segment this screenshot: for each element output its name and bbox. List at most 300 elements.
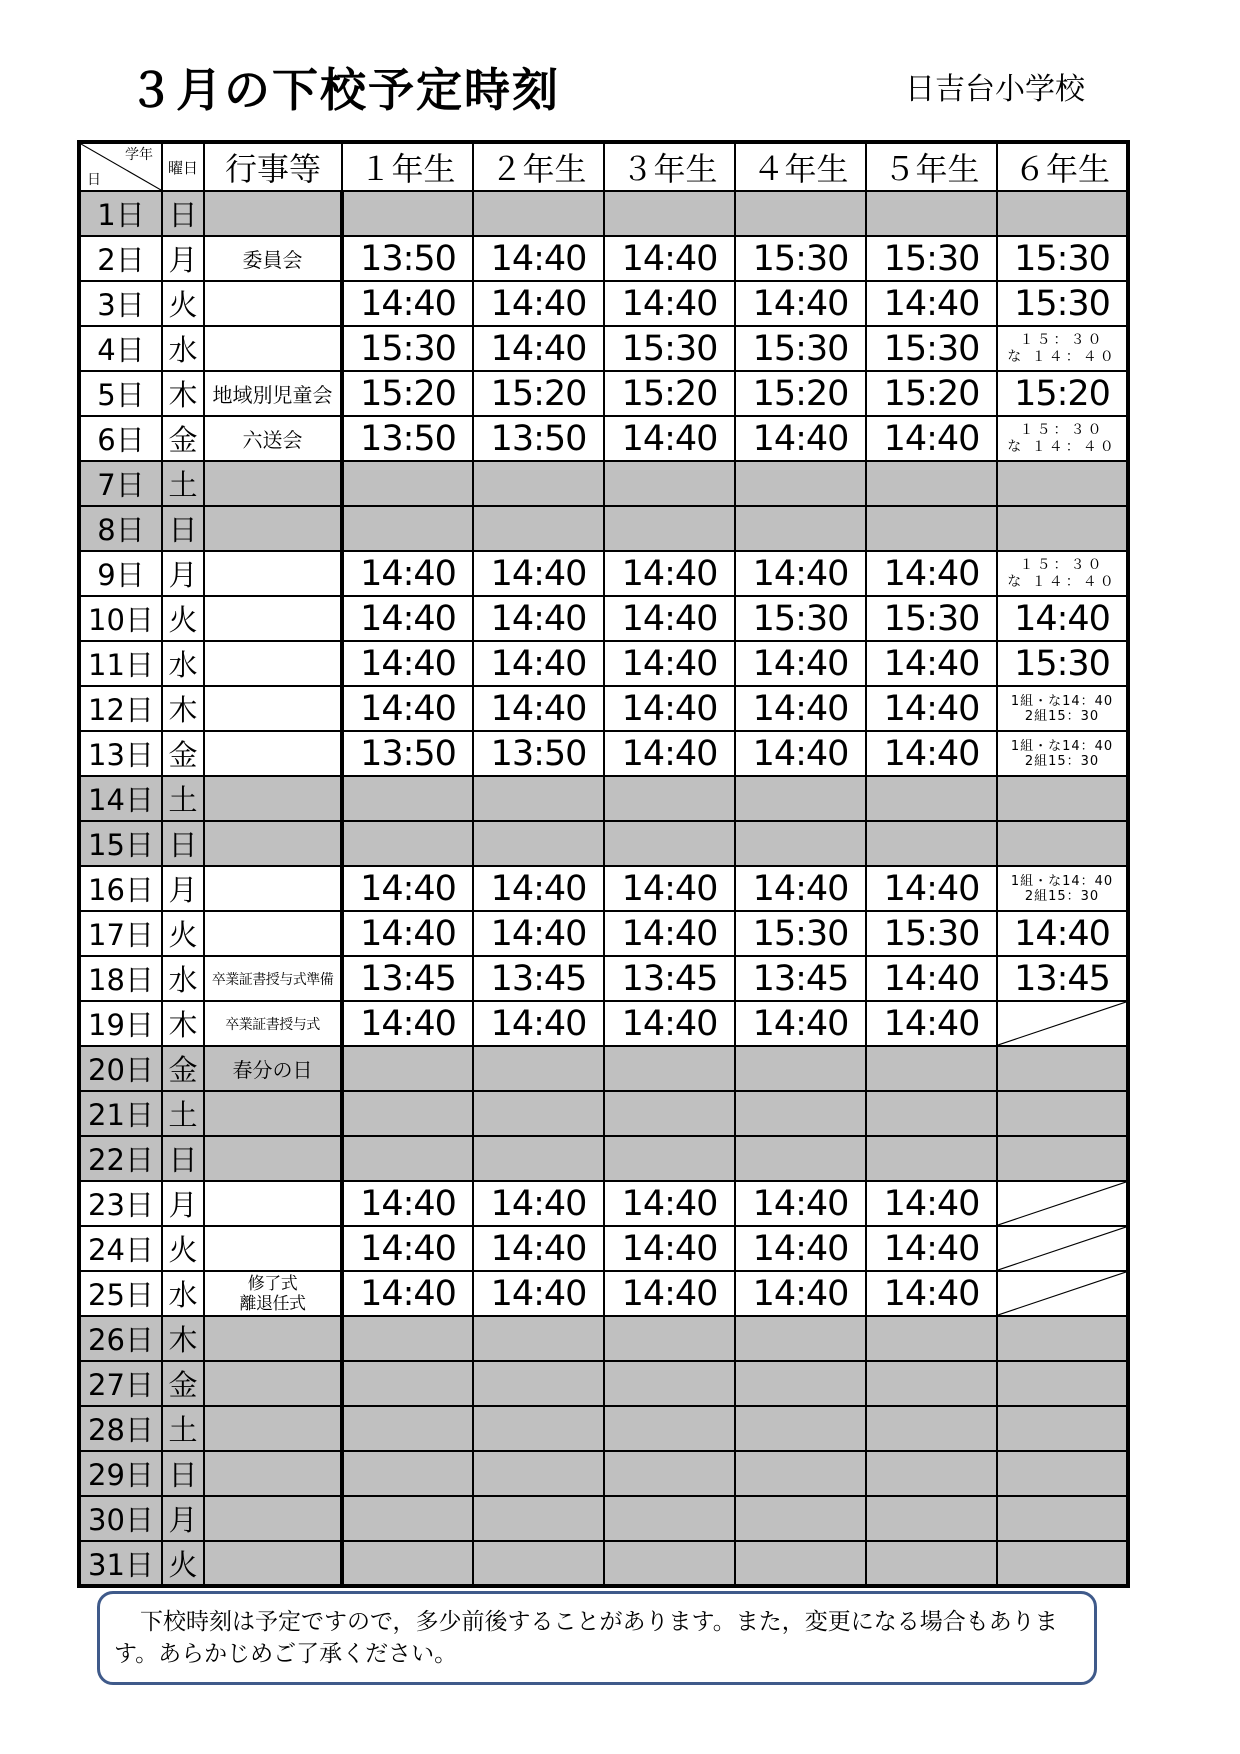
time-cell <box>735 776 866 821</box>
event-cell: 地域別児童会 <box>204 371 342 416</box>
time-cell: 14:40 <box>866 731 997 776</box>
time-cell: 15:20 <box>997 371 1128 416</box>
time-cell <box>997 506 1128 551</box>
table-row <box>79 1541 1128 1586</box>
time-cell: 14:40 <box>866 551 997 596</box>
weekday-cell: 土 <box>162 1406 204 1451</box>
time-cell <box>604 1496 735 1541</box>
day-cell: 13日 <box>79 731 162 776</box>
time-cell: 14:40 <box>473 686 604 731</box>
event-cell <box>204 191 342 236</box>
corner-header <box>79 142 162 191</box>
time-cell <box>473 1406 604 1451</box>
time-cell: 14:40 <box>866 686 997 731</box>
day-cell: 3日 <box>79 281 162 326</box>
weekday-cell: 木 <box>162 371 204 416</box>
time-cell <box>735 1451 866 1496</box>
time-cell: 14:40 <box>342 686 473 731</box>
time-cell <box>604 821 735 866</box>
event-cell <box>204 731 342 776</box>
grade-header: ３年生 <box>604 142 735 191</box>
weekday-cell: 日 <box>162 506 204 551</box>
time-cell: 15:20 <box>473 371 604 416</box>
time-cell: 14:40 <box>473 911 604 956</box>
weekday-cell: 日 <box>162 1451 204 1496</box>
day-cell: 19日 <box>79 1001 162 1046</box>
time-cell: 13:50 <box>342 416 473 461</box>
time-cell: 15:20 <box>866 371 997 416</box>
time-cell <box>473 1316 604 1361</box>
time-cell <box>866 1541 997 1586</box>
weekday-cell: 土 <box>162 776 204 821</box>
time-cell <box>997 776 1128 821</box>
event-cell <box>204 1226 342 1271</box>
table-row <box>79 1451 1128 1496</box>
time-cell <box>997 1091 1128 1136</box>
time-cell: 14:40 <box>866 956 997 1001</box>
time-cell <box>997 1496 1128 1541</box>
time-cell <box>473 1046 604 1091</box>
time-cell <box>735 1496 866 1541</box>
time-cell <box>866 1091 997 1136</box>
time-cell: 14:40 <box>735 641 866 686</box>
table-row <box>79 461 1128 506</box>
time-cell <box>866 1451 997 1496</box>
weekday-cell: 月 <box>162 866 204 911</box>
time-cell: 14:40 <box>604 596 735 641</box>
table-row <box>79 686 1128 731</box>
time-cell <box>866 1406 997 1451</box>
day-cell: 10日 <box>79 596 162 641</box>
time-cell <box>604 1541 735 1586</box>
event-cell <box>204 1181 342 1226</box>
event-cell: 卒業証書授与式 <box>204 1001 342 1046</box>
table-row <box>79 1181 1128 1226</box>
weekday-cell: 金 <box>162 731 204 776</box>
weekday-cell: 木 <box>162 1316 204 1361</box>
time-cell: 15:30 <box>866 236 997 281</box>
notice-box <box>97 1591 1097 1685</box>
time-cell: 14:40 <box>997 911 1128 956</box>
time-cell <box>342 1541 473 1586</box>
day-cell: 12日 <box>79 686 162 731</box>
header-row <box>79 142 1128 191</box>
day-cell: 15日 <box>79 821 162 866</box>
time-cell <box>473 191 604 236</box>
time-cell: 14:40 <box>473 1181 604 1226</box>
event-cell: 委員会 <box>204 236 342 281</box>
time-cell: １５：３０ な １４：４０ <box>997 551 1128 596</box>
time-cell: 14:40 <box>735 551 866 596</box>
dow-header: 曜日 <box>162 142 204 191</box>
time-cell <box>342 1091 473 1136</box>
time-cell <box>735 1316 866 1361</box>
time-cell: 14:40 <box>342 641 473 686</box>
event-cell <box>204 1496 342 1541</box>
time-cell: 15:30 <box>866 911 997 956</box>
time-cell <box>735 461 866 506</box>
weekday-cell: 月 <box>162 1496 204 1541</box>
time-cell <box>997 1541 1128 1586</box>
event-cell: 春分の日 <box>204 1046 342 1091</box>
time-cell: 14:40 <box>473 326 604 371</box>
time-cell <box>473 461 604 506</box>
time-cell: 13:45 <box>342 956 473 1001</box>
time-cell <box>342 1136 473 1181</box>
time-cell: 14:40 <box>342 1271 473 1316</box>
day-cell: 23日 <box>79 1181 162 1226</box>
event-cell <box>204 326 342 371</box>
time-cell <box>342 191 473 236</box>
day-cell: 30日 <box>79 1496 162 1541</box>
weekday-cell: 木 <box>162 686 204 731</box>
time-cell: 14:40 <box>604 686 735 731</box>
table-row <box>79 371 1128 416</box>
time-cell <box>342 776 473 821</box>
time-cell <box>604 1046 735 1091</box>
time-cell <box>604 1316 735 1361</box>
time-cell <box>604 1361 735 1406</box>
time-cell <box>735 1406 866 1451</box>
weekday-cell: 金 <box>162 1361 204 1406</box>
day-cell: 26日 <box>79 1316 162 1361</box>
day-cell: 4日 <box>79 326 162 371</box>
time-cell <box>473 1541 604 1586</box>
time-cell: 14:40 <box>342 1001 473 1046</box>
weekday-cell: 火 <box>162 1541 204 1586</box>
event-cell <box>204 911 342 956</box>
time-cell: １５：３０ な １４：４０ <box>997 416 1128 461</box>
day-cell: 11日 <box>79 641 162 686</box>
event-header: 行事等 <box>204 142 342 191</box>
time-cell: 14:40 <box>997 596 1128 641</box>
table-row <box>79 1046 1128 1091</box>
weekday-cell: 月 <box>162 236 204 281</box>
event-cell <box>204 1361 342 1406</box>
time-cell <box>866 1496 997 1541</box>
time-cell: 14:40 <box>473 236 604 281</box>
table-row <box>79 776 1128 821</box>
day-cell: 7日 <box>79 461 162 506</box>
event-cell <box>204 1136 342 1181</box>
day-cell: 2日 <box>79 236 162 281</box>
weekday-cell: 日 <box>162 191 204 236</box>
time-cell: 13:45 <box>735 956 866 1001</box>
table-row <box>79 416 1128 461</box>
day-cell: 18日 <box>79 956 162 1001</box>
no-school-slash <box>997 1226 1128 1271</box>
time-cell <box>997 1451 1128 1496</box>
event-cell <box>204 551 342 596</box>
weekday-cell: 火 <box>162 1226 204 1271</box>
time-cell: 14:40 <box>604 641 735 686</box>
event-cell <box>204 1541 342 1586</box>
table-row <box>79 1136 1128 1181</box>
time-cell: 14:40 <box>604 911 735 956</box>
time-cell: 14:40 <box>604 731 735 776</box>
time-cell <box>604 191 735 236</box>
time-cell <box>473 821 604 866</box>
time-cell <box>866 1361 997 1406</box>
time-cell: 14:40 <box>735 1001 866 1046</box>
day-cell: 22日 <box>79 1136 162 1181</box>
time-cell: 15:30 <box>866 596 997 641</box>
time-cell <box>997 1046 1128 1091</box>
diagonal-slash-mark <box>998 1272 1126 1315</box>
day-cell: 1日 <box>79 191 162 236</box>
weekday-cell: 水 <box>162 326 204 371</box>
time-cell: 15:30 <box>735 236 866 281</box>
event-cell <box>204 1091 342 1136</box>
time-cell: 14:40 <box>735 866 866 911</box>
time-cell <box>866 1046 997 1091</box>
time-cell: 13:45 <box>473 956 604 1001</box>
table-row <box>79 866 1128 911</box>
time-cell <box>866 821 997 866</box>
time-cell: １５：３０ な １４：４０ <box>997 326 1128 371</box>
day-cell: 14日 <box>79 776 162 821</box>
grade-header: ２年生 <box>473 142 604 191</box>
time-cell: 14:40 <box>604 1181 735 1226</box>
time-cell <box>604 1136 735 1181</box>
no-school-slash <box>997 1181 1128 1226</box>
schedule-body <box>79 191 1128 1586</box>
time-cell <box>604 1451 735 1496</box>
time-cell: 14:40 <box>342 281 473 326</box>
weekday-cell: 金 <box>162 416 204 461</box>
time-cell: 14:40 <box>473 1226 604 1271</box>
time-cell: 14:40 <box>342 1226 473 1271</box>
time-cell: 14:40 <box>604 1226 735 1271</box>
time-cell: 14:40 <box>473 866 604 911</box>
day-cell: 29日 <box>79 1451 162 1496</box>
time-cell: 15:20 <box>604 371 735 416</box>
table-row <box>79 506 1128 551</box>
table-row <box>79 1496 1128 1541</box>
time-cell: 15:30 <box>735 596 866 641</box>
table-row <box>79 326 1128 371</box>
corner-day-label: 日 <box>87 172 101 188</box>
time-cell: 14:40 <box>866 1226 997 1271</box>
time-cell: 14:40 <box>604 416 735 461</box>
time-cell <box>342 1046 473 1091</box>
grade-header: ５年生 <box>866 142 997 191</box>
event-cell: 修了式 離退任式 <box>204 1271 342 1316</box>
grade-header: ４年生 <box>735 142 866 191</box>
corner-year-label: 学年 <box>125 147 153 163</box>
time-cell <box>604 461 735 506</box>
event-cell <box>204 506 342 551</box>
event-cell <box>204 821 342 866</box>
time-cell <box>342 1451 473 1496</box>
time-cell <box>866 506 997 551</box>
time-cell: 13:50 <box>473 416 604 461</box>
table-row <box>79 1316 1128 1361</box>
time-cell: 14:40 <box>604 236 735 281</box>
weekday-cell: 木 <box>162 1001 204 1046</box>
time-cell <box>866 461 997 506</box>
time-cell <box>473 776 604 821</box>
time-cell: 14:40 <box>342 866 473 911</box>
time-cell: 1組・な14：40 2組15：30 <box>997 731 1128 776</box>
day-cell: 24日 <box>79 1226 162 1271</box>
time-cell <box>735 1361 866 1406</box>
time-cell <box>997 1316 1128 1361</box>
event-cell <box>204 461 342 506</box>
time-cell: 15:30 <box>997 281 1128 326</box>
day-cell: 21日 <box>79 1091 162 1136</box>
diagonal-slash-mark <box>998 1227 1126 1270</box>
time-cell: 14:40 <box>866 1001 997 1046</box>
table-row <box>79 1361 1128 1406</box>
time-cell <box>473 1361 604 1406</box>
time-cell <box>735 506 866 551</box>
time-cell: 15:30 <box>342 326 473 371</box>
table-row <box>79 641 1128 686</box>
diagonal-slash-mark <box>998 1002 1126 1045</box>
time-cell: 14:40 <box>866 281 997 326</box>
time-cell <box>997 821 1128 866</box>
table-row <box>79 1001 1128 1046</box>
time-cell: 13:50 <box>342 236 473 281</box>
event-cell <box>204 641 342 686</box>
time-cell <box>342 821 473 866</box>
time-cell: 15:30 <box>997 236 1128 281</box>
table-row <box>79 1271 1128 1316</box>
time-cell: 14:40 <box>604 1001 735 1046</box>
time-cell: 14:40 <box>866 866 997 911</box>
time-cell: 14:40 <box>735 686 866 731</box>
time-cell: 14:40 <box>473 596 604 641</box>
time-cell: 14:40 <box>604 551 735 596</box>
time-cell: 13:50 <box>342 731 473 776</box>
no-school-slash <box>997 1001 1128 1046</box>
time-cell <box>735 821 866 866</box>
day-cell: 20日 <box>79 1046 162 1091</box>
event-cell <box>204 596 342 641</box>
table-row <box>79 1406 1128 1451</box>
time-cell: 14:40 <box>604 866 735 911</box>
time-cell <box>866 1136 997 1181</box>
day-cell: 16日 <box>79 866 162 911</box>
time-cell: 14:40 <box>866 1271 997 1316</box>
grade-header: １年生 <box>342 142 473 191</box>
time-cell <box>473 1451 604 1496</box>
time-cell: 15:30 <box>604 326 735 371</box>
time-cell: 13:50 <box>473 731 604 776</box>
event-cell: 卒業証書授与式準備 <box>204 956 342 1001</box>
time-cell: 14:40 <box>735 416 866 461</box>
event-cell <box>204 281 342 326</box>
time-cell: 14:40 <box>735 731 866 776</box>
weekday-cell: 火 <box>162 281 204 326</box>
weekday-cell: 土 <box>162 461 204 506</box>
day-cell: 17日 <box>79 911 162 956</box>
event-cell <box>204 776 342 821</box>
time-cell <box>342 506 473 551</box>
page-title: ３月の下校予定時刻 <box>128 63 560 117</box>
weekday-cell: 月 <box>162 551 204 596</box>
day-cell: 31日 <box>79 1541 162 1586</box>
time-cell <box>735 1046 866 1091</box>
time-cell: 14:40 <box>866 416 997 461</box>
time-cell: 1組・な14：40 2組15：30 <box>997 686 1128 731</box>
time-cell <box>997 1361 1128 1406</box>
no-school-slash <box>997 1271 1128 1316</box>
table-row <box>79 731 1128 776</box>
day-cell: 9日 <box>79 551 162 596</box>
time-cell <box>866 1316 997 1361</box>
time-cell: 14:40 <box>735 1226 866 1271</box>
time-cell: 14:40 <box>735 281 866 326</box>
weekday-cell: 土 <box>162 1091 204 1136</box>
time-cell: 15:30 <box>735 326 866 371</box>
event-cell <box>204 1406 342 1451</box>
time-cell: 14:40 <box>342 596 473 641</box>
day-cell: 28日 <box>79 1406 162 1451</box>
time-cell: 14:40 <box>604 281 735 326</box>
time-cell: 14:40 <box>342 1181 473 1226</box>
weekday-cell: 日 <box>162 1136 204 1181</box>
time-cell: 14:40 <box>473 551 604 596</box>
table-row <box>79 911 1128 956</box>
time-cell: 14:40 <box>473 1001 604 1046</box>
day-cell: 6日 <box>79 416 162 461</box>
time-cell <box>997 1136 1128 1181</box>
table-row <box>79 551 1128 596</box>
time-cell <box>735 1541 866 1586</box>
table-row <box>79 821 1128 866</box>
time-cell <box>604 506 735 551</box>
time-cell: 14:40 <box>735 1271 866 1316</box>
time-cell <box>473 1136 604 1181</box>
time-cell: 15:30 <box>735 911 866 956</box>
weekday-cell: 金 <box>162 1046 204 1091</box>
time-cell: 14:40 <box>866 641 997 686</box>
time-cell <box>473 1091 604 1136</box>
event-cell <box>204 1451 342 1496</box>
weekday-cell: 火 <box>162 911 204 956</box>
time-cell: 13:45 <box>604 956 735 1001</box>
time-cell <box>342 1496 473 1541</box>
table-row <box>79 236 1128 281</box>
day-cell: 8日 <box>79 506 162 551</box>
time-cell <box>735 1136 866 1181</box>
time-cell: 15:20 <box>342 371 473 416</box>
time-cell: 14:40 <box>604 1271 735 1316</box>
time-cell: 1組・な14：40 2組15：30 <box>997 866 1128 911</box>
time-cell <box>997 461 1128 506</box>
time-cell <box>735 191 866 236</box>
time-cell: 14:40 <box>473 1271 604 1316</box>
time-cell: 14:40 <box>342 911 473 956</box>
table-row <box>79 281 1128 326</box>
grade-header: ６年生 <box>997 142 1128 191</box>
event-cell <box>204 1316 342 1361</box>
table-row <box>79 1091 1128 1136</box>
time-cell <box>342 1406 473 1451</box>
time-cell <box>342 1316 473 1361</box>
time-cell: 15:30 <box>997 641 1128 686</box>
time-cell <box>604 1091 735 1136</box>
day-cell: 5日 <box>79 371 162 416</box>
time-cell: 14:40 <box>735 1181 866 1226</box>
weekday-cell: 月 <box>162 1181 204 1226</box>
time-cell <box>866 191 997 236</box>
time-cell: 14:40 <box>342 551 473 596</box>
table-row <box>79 191 1128 236</box>
event-cell: 六送会 <box>204 416 342 461</box>
